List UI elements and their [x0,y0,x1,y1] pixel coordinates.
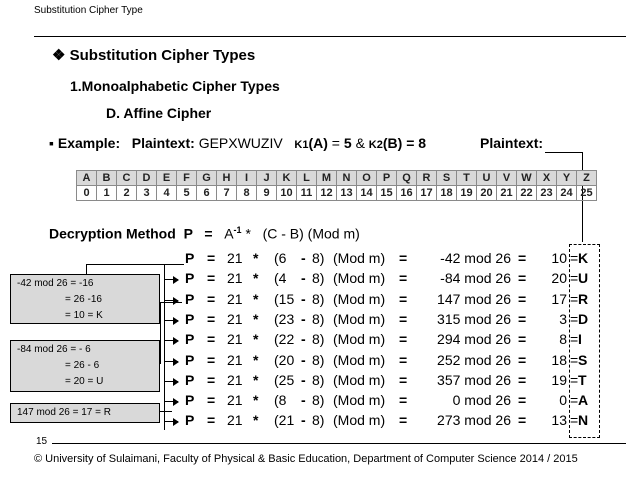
row-equals-2: = [399,290,408,307]
alphabet-letter-cell: X [537,171,557,186]
row-equals-3: = [518,290,527,307]
row-mod: (Mod m) [333,371,386,388]
row-cipher-value: (4 [274,270,287,287]
row-letter: A [578,392,589,409]
arrow-tick [164,381,178,382]
row-equals-2: = [399,371,408,388]
row-equals: = [207,310,216,327]
formula-p: P [183,225,193,242]
note1-connector-h [86,264,184,265]
row-mod: (Mod m) [333,392,386,409]
row-equals-4: = [570,290,579,307]
alphabet-number-cell: 18 [437,186,457,201]
row-b-value: 8) [312,392,325,409]
decryption-row [185,311,635,329]
subsection-heading: D. Affine Cipher [106,105,212,121]
note-u-line-2: = 26 - 6 [65,360,100,371]
row-equals-4: = [570,250,579,266]
alphabet-letter-cell: V [497,171,517,186]
formula-a: A [224,225,234,242]
row-equals-4: = [570,310,579,327]
row-result: 147 mod 26 [437,290,511,307]
row-p: P [185,412,195,429]
note-k-line-1: -42 mod 26 = -16 [17,278,94,289]
row-result: -84 mod 26 [440,270,511,287]
row-letter: I [578,331,582,348]
row-minus: - [301,290,306,307]
k2-value: 8 [418,135,427,151]
example-label: Example: [57,135,121,151]
footer-divider [52,443,626,444]
row-result: 252 mod 26 [437,351,511,368]
row-b-value: 8) [312,310,325,327]
row-minus: - [301,371,306,388]
alphabet-number-cell: 12 [317,186,337,201]
section-heading: 1.Monoalphabetic Cipher Types [70,78,280,94]
row-cipher-value: (22 [274,331,295,348]
formula-rest: (C - B) (Mod m) [262,225,360,242]
row-equals-3: = [518,270,527,287]
row-key: 21 [227,250,243,266]
row-equals-2: = [399,331,408,348]
alphabet-letter-cell: R [417,171,437,186]
alphabet-number-cell: 16 [397,186,417,201]
row-star: * [253,351,259,368]
row-equals: = [207,331,216,348]
row-equals: = [207,392,216,409]
alphabet-number-cell: 14 [357,186,377,201]
alphabet-number-cell: 17 [417,186,437,201]
alphabet-letter-cell: W [517,171,537,186]
row-value: 13 [551,412,567,429]
alphabet-number-cell: 19 [457,186,477,201]
row-p: P [185,250,195,266]
alphabet-number-cell: 9 [257,186,277,201]
row-minus: - [301,331,306,348]
alphabet-letter-cell: C [117,171,137,186]
row-equals: = [207,250,216,266]
row-value: 3 [559,310,567,327]
row-equals: = [207,351,216,368]
formula-equals: = [204,225,213,242]
row-equals: = [207,412,216,429]
diamond-bullet-icon: ❖ [52,47,66,64]
row-result: 294 mod 26 [437,331,511,348]
row-mod: (Mod m) [333,351,386,368]
row-star: * [253,371,259,388]
alphabet-number-cell: 2 [117,186,137,201]
row-value: 18 [551,351,567,368]
row-equals-3: = [518,412,527,429]
note2-connector-v [160,302,161,364]
row-b-value: 8) [312,250,325,266]
formula-inverse: -1 [233,225,242,235]
row-minus: - [301,270,306,287]
alphabet-number-cell: 15 [377,186,397,201]
row-equals-4: = [570,351,579,368]
row-value: 19 [551,371,567,388]
alphabet-letter-cell: A [77,171,97,186]
row-b-value: 8) [312,290,325,307]
row-key: 21 [227,331,243,348]
decryption-row [185,352,635,370]
k1-value: 5 [343,135,352,151]
row-value: 0 [559,392,567,409]
alphabet-letter-cell: F [177,171,197,186]
alphabet-number-cell: 11 [297,186,317,201]
arrow-tick [164,401,178,402]
row-result: -42 mod 26 [440,250,511,266]
decryption-row [185,331,635,349]
alphabet-letter-cell: Y [557,171,577,186]
note-k-line-2: = 26 -16 [65,294,102,305]
decryption-row [185,372,635,390]
row-mod: (Mod m) [333,310,386,327]
alphabet-letter-cell: U [477,171,497,186]
alphabet-number-cell: 3 [137,186,157,201]
row-equals-2: = [399,392,408,409]
header-divider [34,36,626,37]
note-k-line-3: = 10 = K [65,310,103,321]
row-equals: = [207,290,216,307]
alphabet-letter-cell: H [217,171,237,186]
formula-star: * [245,225,251,242]
row-letter: D [578,310,589,327]
row-minus: - [301,351,306,368]
row-cipher-value: (6 [274,250,287,266]
row-equals-2: = [399,270,408,287]
row-p: P [185,371,195,388]
square-bullet-icon: ▪ [49,135,54,151]
row-cipher-value: (25 [274,371,295,388]
row-p: P [185,392,195,409]
row-p: P [185,270,195,287]
row-minus: - [301,392,306,409]
alphabet-number-cell: 23 [537,186,557,201]
note3-connector [160,411,172,412]
alphabet-letter-cell: O [357,171,377,186]
alphabet-letter-cell: B [97,171,117,186]
note-box-r [10,403,160,423]
row-star: * [253,331,259,348]
alphabet-letter-cell: P [377,171,397,186]
arrow-tick [164,421,178,422]
row-equals: = [207,371,216,388]
row-equals-2: = [399,250,408,266]
alphabet-letter-cell: L [297,171,317,186]
alphabet-number-cell: 20 [477,186,497,201]
row-key: 21 [227,392,243,409]
row-result: 357 mod 26 [437,371,511,388]
row-equals-2: = [399,351,408,368]
arrow-tick [164,279,178,280]
alphabet-letter-cell: T [457,171,477,186]
row-letter: K [578,250,589,266]
row-equals-3: = [518,310,527,327]
row-cipher-value: (21 [274,412,295,429]
alphabet-letter-cell: S [437,171,457,186]
row-equals-4: = [570,371,579,388]
row-p: P [185,351,195,368]
k1-label: K1 [294,139,309,151]
alphabet-number-cell: 13 [337,186,357,201]
alphabet-letter-cell: Q [397,171,417,186]
note-u-line-1: -84 mod 26 = - 6 [17,344,91,355]
row-star: * [253,250,259,266]
k2-arg: B [387,135,398,151]
arrow-tick [164,300,178,301]
note-box-u [10,340,160,392]
alphabet-letter-cell: G [197,171,217,186]
row-value: 8 [559,331,567,348]
page-number: 15 [36,436,48,447]
row-value: 20 [551,270,567,287]
row-cipher-value: (8 [274,392,287,409]
decryption-method [49,225,360,242]
decryption-row [185,392,635,410]
k1-arg: A [313,135,324,151]
decryption-row [185,250,635,268]
row-minus: - [301,412,306,429]
row-letter: U [578,270,589,287]
row-equals-4: = [570,412,579,429]
row-mod: (Mod m) [333,331,386,348]
row-mod: (Mod m) [333,250,386,266]
note-u-line-3: = 20 = U [65,376,104,387]
alphabet-letter-cell: I [237,171,257,186]
row-equals-3: = [518,250,527,266]
k2-label: K2 [368,139,383,151]
row-key: 21 [227,290,243,307]
row-key: 21 [227,310,243,327]
row-key: 21 [227,412,243,429]
row-equals-4: = [570,331,579,348]
row-value: 17 [551,290,567,307]
row-equals-3: = [518,351,527,368]
alphabet-letter-cell: M [317,171,337,186]
arrow-tick [164,361,178,362]
row-letter: T [578,371,587,388]
row-p: P [185,331,195,348]
decryption-row [185,412,635,430]
row-letter: S [578,351,588,368]
row-cipher-value: (20 [274,351,295,368]
alphabet-letters-row [77,171,597,186]
row-p: P [185,310,195,327]
row-equals-2: = [399,412,408,429]
row-b-value: 8) [312,270,325,287]
row-letter: R [578,290,589,307]
alphabet-number-cell: 0 [77,186,97,201]
note-r-line-1: 147 mod 26 = 17 = R [17,407,111,418]
row-equals-4: = [570,392,579,409]
alphabet-letter-cell: D [137,171,157,186]
row-result: 0 mod 26 [452,392,511,409]
row-equals-4: = [570,270,579,287]
row-p: P [185,290,195,307]
slide-title-text: Substitution Cipher Types [69,47,256,64]
slide-title [52,46,255,64]
alphabet-number-cell: 6 [197,186,217,201]
plaintext-label-result: Plaintext: [480,135,544,151]
row-cipher-value: (23 [274,310,295,327]
footer-text: © University of Sulaimani, Faculty of Physical & Basic Education, Department of Computer Science 2014 / 2015 [34,453,578,465]
note1-connector-v [86,264,87,274]
alphabet-number-cell: 8 [237,186,257,201]
alphabet-numbers-row [77,186,597,201]
alphabet-number-cell: 5 [177,186,197,201]
alphabet-number-cell: 25 [577,186,597,201]
arrow-tick [164,320,178,321]
row-star: * [253,270,259,287]
plaintext-result-box [569,244,600,438]
alphabet-number-cell: 7 [217,186,237,201]
row-equals-2: = [399,310,408,327]
row-letter: N [578,412,589,429]
row-equals-3: = [518,331,527,348]
plaintext-connector-h [545,152,582,153]
row-result: 273 mod 26 [437,412,511,429]
decryption-row [185,270,635,288]
row-equals-3: = [518,371,527,388]
decryption-row [185,291,635,309]
slide-header: Substitution Cipher Type [34,5,143,16]
arrow-tick [164,340,178,341]
row-cipher-value: (15 [274,290,295,307]
row-minus: - [301,310,306,327]
row-star: * [253,412,259,429]
row-key: 21 [227,351,243,368]
row-value: 10 [551,250,567,266]
row-result: 315 mod 26 [437,310,511,327]
row-b-value: 8) [312,371,325,388]
row-b-value: 8) [312,331,325,348]
alphabet-number-cell: 4 [157,186,177,201]
alphabet-letter-cell: J [257,171,277,186]
alphabet-number-cell: 21 [497,186,517,201]
alphabet-number-cell: 10 [277,186,297,201]
row-b-value: 8) [312,412,325,429]
example-line: ▪ Example: Plaintext: GEPXWUZIV K1(A) = 5 & K2(B) = 8 Plaintext: [49,135,544,151]
note-box-k [10,274,160,324]
row-mod: (Mod m) [333,270,386,287]
row-star: * [253,310,259,327]
row-key: 21 [227,270,243,287]
ampersand: & [355,135,365,151]
alphabet-letter-cell: K [277,171,297,186]
alphabet-letter-cell: N [337,171,357,186]
decryption-label: Decryption Method [49,225,176,242]
row-mod: (Mod m) [333,290,386,307]
ciphertext-value: GEPXWUZIV [198,135,283,151]
alphabet-letter-cell: Z [577,171,597,186]
alphabet-letter-cell: E [157,171,177,186]
row-equals: = [207,270,216,287]
row-star: * [253,290,259,307]
alphabet-number-cell: 24 [557,186,577,201]
row-b-value: 8) [312,351,325,368]
row-key: 21 [227,371,243,388]
row-mod: (Mod m) [333,412,386,429]
row-equals-3: = [518,392,527,409]
note2-connector [160,302,182,303]
alphabet-number-cell: 22 [517,186,537,201]
row-star: * [253,392,259,409]
plaintext-label: Plaintext: [131,135,195,151]
row-minus: - [301,250,306,266]
alphabet-number-cell: 1 [97,186,117,201]
alphabet-table [76,170,597,201]
